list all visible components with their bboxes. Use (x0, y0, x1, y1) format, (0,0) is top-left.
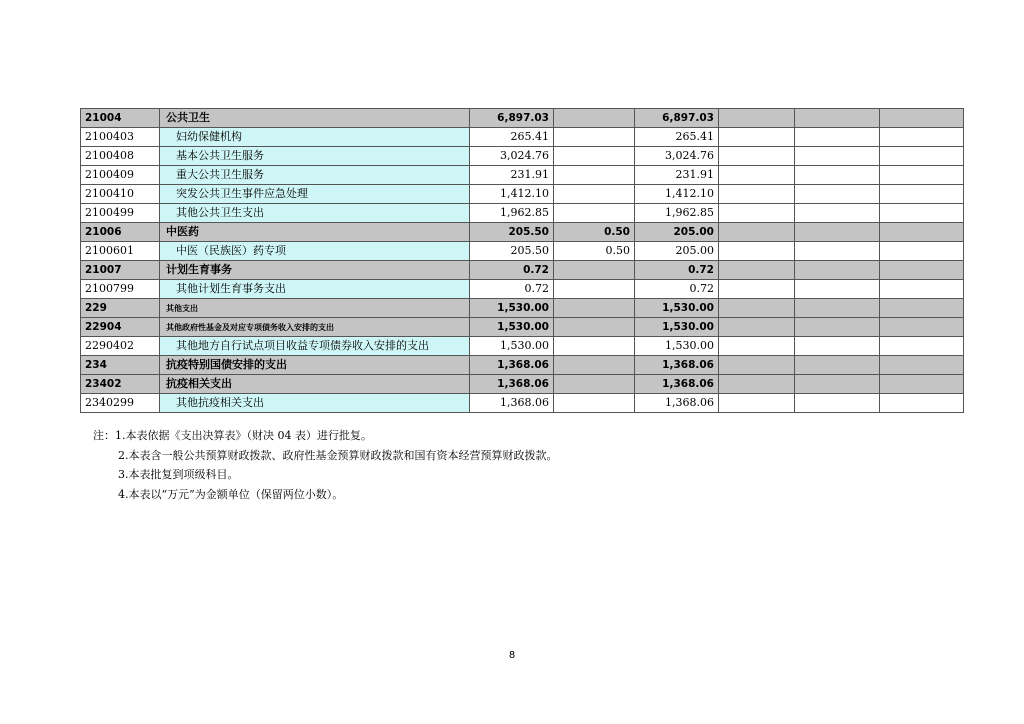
amount-cell-c2: 0.50 (554, 223, 635, 242)
subject-name-cell: 突发公共卫生事件应急处理 (160, 185, 470, 204)
amount-cell-c6 (880, 185, 964, 204)
subject-name-cell: 妇幼保健机构 (160, 128, 470, 147)
amount-cell-c2 (554, 166, 635, 185)
table-row (81, 128, 964, 147)
amount-cell-c5 (795, 280, 880, 299)
subject-name-cell: 其他政府性基金及对应专项债务收入安排的支出 (160, 318, 470, 337)
amount-cell-c5 (795, 128, 880, 147)
amount-cell-c4 (719, 299, 795, 318)
subject-name-cell: 其他抗疫相关支出 (160, 394, 470, 413)
amount-cell-c6 (880, 204, 964, 223)
amount-cell-c5 (795, 299, 880, 318)
amount-cell-c2 (554, 337, 635, 356)
amount-cell-c6 (880, 394, 964, 413)
amount-cell-c6 (880, 223, 964, 242)
table-row (81, 299, 964, 318)
amount-cell-c5 (795, 166, 880, 185)
amount-cell-c6 (880, 166, 964, 185)
notes (93, 426, 558, 504)
amount-cell-c1: 231.91 (470, 166, 554, 185)
amount-cell-c5 (795, 356, 880, 375)
amount-cell-c6 (880, 356, 964, 375)
subject-name-cell: 计划生育事务 (160, 261, 470, 280)
amount-cell-c3: 6,897.03 (635, 109, 719, 128)
subject-code-cell: 21006 (81, 223, 160, 242)
expenditure-table (80, 108, 964, 413)
amount-cell-c5 (795, 223, 880, 242)
table-body (81, 109, 964, 413)
subject-name-cell: 其他公共卫生支出 (160, 204, 470, 223)
amount-cell-c3: 1,368.06 (635, 394, 719, 413)
subject-code-cell: 234 (81, 356, 160, 375)
amount-cell-c1: 1,530.00 (470, 299, 554, 318)
amount-cell-c1: 3,024.76 (470, 147, 554, 166)
table-row (81, 318, 964, 337)
subject-name-cell: 其他计划生育事务支出 (160, 280, 470, 299)
amount-cell-c2 (554, 261, 635, 280)
amount-cell-c3: 0.72 (635, 261, 719, 280)
amount-cell-c4 (719, 375, 795, 394)
table-row (81, 204, 964, 223)
amount-cell-c4 (719, 166, 795, 185)
amount-cell-c5 (795, 337, 880, 356)
amount-cell-c6 (880, 375, 964, 394)
amount-cell-c5 (795, 318, 880, 337)
amount-cell-c2 (554, 128, 635, 147)
subject-name-cell: 中医药 (160, 223, 470, 242)
subject-name-cell: 基本公共卫生服务 (160, 147, 470, 166)
amount-cell-c2 (554, 299, 635, 318)
amount-cell-c1: 1,368.06 (470, 375, 554, 394)
amount-cell-c2 (554, 318, 635, 337)
amount-cell-c2 (554, 375, 635, 394)
amount-cell-c6 (880, 337, 964, 356)
table-row (81, 280, 964, 299)
amount-cell-c3: 1,530.00 (635, 318, 719, 337)
table-row (81, 185, 964, 204)
table-row (81, 223, 964, 242)
note-1: 注：1.本表依据《支出决算表》（财决 04 表）进行批复。 (93, 429, 372, 442)
subject-code-cell: 229 (81, 299, 160, 318)
amount-cell-c5 (795, 204, 880, 223)
subject-code-cell: 2290402 (81, 337, 160, 356)
subject-code-cell: 2100410 (81, 185, 160, 204)
amount-cell-c3: 1,530.00 (635, 299, 719, 318)
subject-name-cell: 公共卫生 (160, 109, 470, 128)
amount-cell-c6 (880, 109, 964, 128)
table-row (81, 394, 964, 413)
amount-cell-c3: 231.91 (635, 166, 719, 185)
subject-code-cell: 2340299 (81, 394, 160, 413)
amount-cell-c2 (554, 280, 635, 299)
subject-code-cell: 2100601 (81, 242, 160, 261)
amount-cell-c1: 1,530.00 (470, 318, 554, 337)
amount-cell-c4 (719, 128, 795, 147)
amount-cell-c3: 1,368.06 (635, 356, 719, 375)
amount-cell-c2 (554, 147, 635, 166)
amount-cell-c5 (795, 242, 880, 261)
amount-cell-c1: 1,412.10 (470, 185, 554, 204)
amount-cell-c4 (719, 185, 795, 204)
amount-cell-c4 (719, 223, 795, 242)
amount-cell-c4 (719, 337, 795, 356)
subject-name-cell: 抗疫特别国债安排的支出 (160, 356, 470, 375)
page-number: 8 (508, 650, 516, 661)
amount-cell-c5 (795, 375, 880, 394)
amount-cell-c2 (554, 356, 635, 375)
subject-code-cell: 2100409 (81, 166, 160, 185)
subject-code-cell: 21004 (81, 109, 160, 128)
amount-cell-c5 (795, 185, 880, 204)
amount-cell-c4 (719, 242, 795, 261)
amount-cell-c3: 3,024.76 (635, 147, 719, 166)
amount-cell-c3: 205.00 (635, 242, 719, 261)
subject-name-cell: 其他地方自行试点项目收益专项债券收入安排的支出 (160, 337, 470, 356)
table-row (81, 261, 964, 280)
subject-code-cell: 21007 (81, 261, 160, 280)
amount-cell-c5 (795, 147, 880, 166)
amount-cell-c6 (880, 147, 964, 166)
amount-cell-c1: 6,897.03 (470, 109, 554, 128)
amount-cell-c4 (719, 318, 795, 337)
amount-cell-c4 (719, 261, 795, 280)
note-4: 4.本表以“万元”为金额单位（保留两位小数）。 (118, 487, 344, 501)
note-2: 2.本表含一般公共预算财政拨款、政府性基金预算财政拨款和国有资本经营预算财政拨款。 (118, 448, 558, 462)
amount-cell-c4 (719, 147, 795, 166)
note-3: 3.本表批复到项级科目。 (118, 468, 239, 481)
subject-code-cell: 22904 (81, 318, 160, 337)
amount-cell-c3: 265.41 (635, 128, 719, 147)
table-row (81, 375, 964, 394)
amount-cell-c2 (554, 204, 635, 223)
amount-cell-c5 (795, 109, 880, 128)
subject-name-cell: 其他支出 (160, 299, 470, 318)
amount-cell-c2: 0.50 (554, 242, 635, 261)
amount-cell-c1: 1,368.06 (470, 356, 554, 375)
subject-code-cell: 2100799 (81, 280, 160, 299)
amount-cell-c4 (719, 394, 795, 413)
subject-name-cell: 重大公共卫生服务 (160, 166, 470, 185)
amount-cell-c5 (795, 261, 880, 280)
amount-cell-c3: 1,368.06 (635, 375, 719, 394)
amount-cell-c3: 0.72 (635, 280, 719, 299)
amount-cell-c4 (719, 280, 795, 299)
table-row (81, 109, 964, 128)
amount-cell-c6 (880, 128, 964, 147)
amount-cell-c6 (880, 242, 964, 261)
table-row (81, 147, 964, 166)
amount-cell-c4 (719, 109, 795, 128)
amount-cell-c5 (795, 394, 880, 413)
subject-code-cell: 2100499 (81, 204, 160, 223)
table-row (81, 356, 964, 375)
subject-name-cell: 抗疫相关支出 (160, 375, 470, 394)
amount-cell-c6 (880, 299, 964, 318)
subject-name-cell: 中医（民族医）药专项 (160, 242, 470, 261)
table-row (81, 166, 964, 185)
amount-cell-c1: 0.72 (470, 280, 554, 299)
subject-code-cell: 2100408 (81, 147, 160, 166)
amount-cell-c1: 1,962.85 (470, 204, 554, 223)
amount-cell-c6 (880, 280, 964, 299)
amount-cell-c1: 0.72 (470, 261, 554, 280)
table-row (81, 242, 964, 261)
amount-cell-c6 (880, 261, 964, 280)
amount-cell-c1: 1,530.00 (470, 337, 554, 356)
amount-cell-c4 (719, 204, 795, 223)
subject-code-cell: 23402 (81, 375, 160, 394)
amount-cell-c1: 265.41 (470, 128, 554, 147)
subject-code-cell: 2100403 (81, 128, 160, 147)
amount-cell-c2 (554, 109, 635, 128)
amount-cell-c3: 1,962.85 (635, 204, 719, 223)
amount-cell-c2 (554, 185, 635, 204)
amount-cell-c1: 1,368.06 (470, 394, 554, 413)
amount-cell-c3: 1,412.10 (635, 185, 719, 204)
amount-cell-c2 (554, 394, 635, 413)
amount-cell-c6 (880, 318, 964, 337)
amount-cell-c3: 205.00 (635, 223, 719, 242)
amount-cell-c1: 205.50 (470, 223, 554, 242)
amount-cell-c4 (719, 356, 795, 375)
amount-cell-c1: 205.50 (470, 242, 554, 261)
amount-cell-c3: 1,530.00 (635, 337, 719, 356)
table-row (81, 337, 964, 356)
